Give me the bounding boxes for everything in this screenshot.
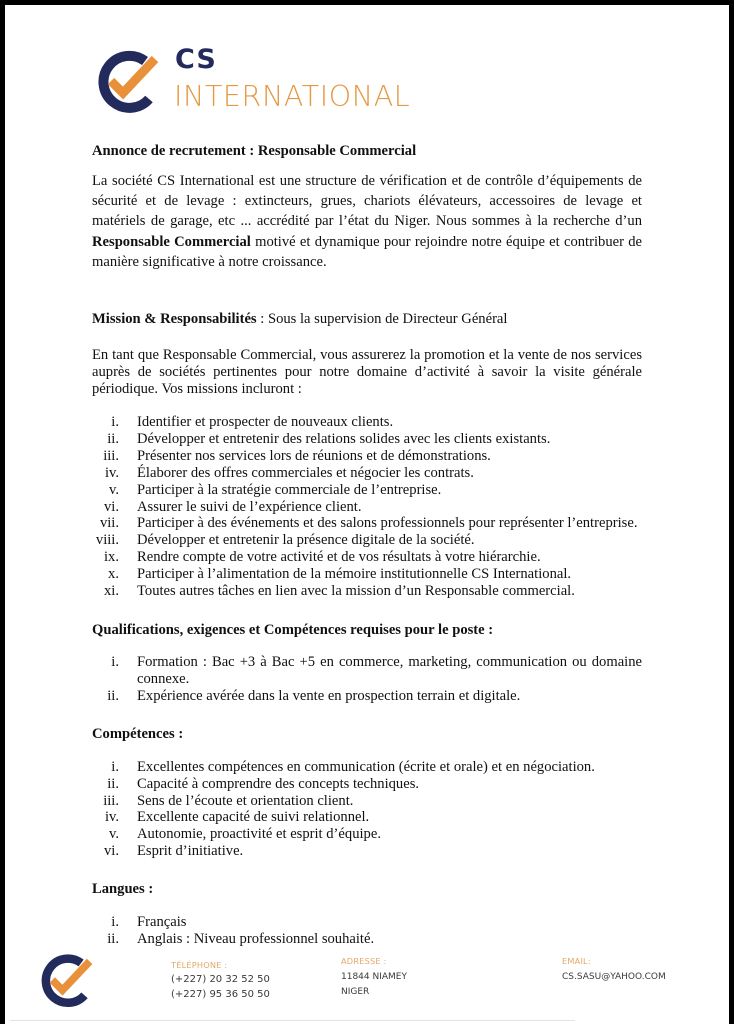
address-label: ADRESSE :	[341, 956, 387, 966]
list-text: Élaborer des offres commerciales et négocier les contrats.	[137, 464, 474, 481]
list-item	[92, 688, 642, 705]
list-number: i.	[111, 914, 119, 931]
list-text: Formation : Bac +3 à Bac +5 en commerce, marketing, communication ou domaine connexe.	[137, 653, 642, 687]
langues-list	[92, 914, 642, 948]
list-text: Français	[137, 914, 187, 931]
list-number: i.	[111, 653, 119, 670]
phone-1: (+227) 20 32 52 50	[171, 974, 270, 985]
list-item	[92, 414, 642, 431]
qualifications-list	[92, 654, 642, 705]
list-text: Participer à des événements et des salons professionnels pour représenter l’entreprise.	[137, 515, 638, 532]
mission-list	[92, 414, 642, 600]
list-text: Esprit d’initiative.	[137, 843, 244, 860]
intro-bold-role: Responsable Commercial	[92, 233, 251, 250]
intro-text-2: motivé et dynamique pour rejoindre notre équipe et contribuer de manière significative à notre croissance.	[92, 233, 642, 270]
list-item	[92, 482, 642, 499]
list-item	[92, 809, 642, 826]
list-number: iv.	[104, 809, 119, 826]
email-value: CS.SASU@YAHOO.COM	[562, 972, 666, 982]
address-line-1: 11844 NIAMEY	[341, 972, 407, 982]
email-label: EMAIL:	[562, 956, 591, 966]
list-item	[92, 549, 642, 566]
list-number: vii.	[99, 515, 119, 532]
list-text: Excellentes compétences en communication (écrite et orale) et en négociation.	[137, 758, 595, 775]
list-number: v.	[109, 481, 119, 498]
list-text: Rendre compte de votre activité et de vos résultats à votre hiérarchie.	[137, 549, 541, 566]
list-item	[92, 566, 642, 583]
brand-short: CS	[175, 44, 217, 75]
brand-long: INTERNATIONAL	[174, 80, 411, 113]
competences-heading: Compétences :	[92, 725, 184, 742]
list-text: Développer et entretenir la présence digitale de la société.	[137, 532, 475, 549]
list-item	[92, 431, 642, 448]
list-item	[92, 499, 642, 516]
cs-checkmark-logo-icon	[93, 47, 159, 115]
list-text: Identifier et prospecter de nouveaux clients.	[137, 414, 394, 431]
competences-list	[92, 759, 642, 860]
list-number: viii.	[95, 532, 119, 549]
langues-heading: Langues :	[92, 881, 154, 898]
intro-text-1: La société CS International est une structure de vérification et de contrôle d’équipements de sécurité et de levage : extincteurs, grues, chariots élévateurs, accessoires de levage et matériels de garage, etc ... accrédité par l’état du Niger. Nous sommes à la recherche d’un	[92, 173, 642, 230]
list-item	[92, 914, 642, 931]
list-item	[92, 532, 642, 549]
mission-heading-bold: Mission & Responsabilités	[92, 311, 257, 328]
list-number: i.	[111, 414, 119, 431]
list-text: Présenter nos services lors de réunions et de démonstrations.	[137, 447, 491, 464]
qualifications-heading: Qualifications, exigences et Compétences requises pour le poste :	[92, 621, 494, 638]
list-text: Anglais : Niveau professionnel souhaité.	[137, 931, 375, 948]
list-number: iii.	[103, 447, 119, 464]
list-text: Participer à la stratégie commerciale de l’entreprise.	[137, 481, 442, 498]
list-text: Participer à l’alimentation de la mémoire institutionnelle CS International.	[137, 566, 572, 583]
announcement-title: Annonce de recrutement : Responsable Commercial	[92, 143, 417, 159]
list-text: Excellente capacité de suivi relationnel.	[137, 809, 370, 826]
list-number: v.	[109, 826, 119, 843]
list-item	[92, 843, 642, 860]
list-number: vi.	[104, 843, 119, 860]
list-text: Assurer le suivi de l’expérience client.	[137, 498, 362, 515]
list-item	[92, 826, 642, 843]
list-text: Autonomie, proactivité et esprit d’équipe.	[137, 826, 381, 843]
announcement-body	[92, 141, 642, 948]
phone-label: TÉLÉPHONE :	[171, 960, 228, 970]
list-number: iii.	[103, 792, 119, 809]
intro-paragraph	[92, 171, 642, 272]
footer-logo-icon	[37, 951, 93, 1009]
list-text: Capacité à comprendre des concepts techniques.	[137, 775, 420, 792]
list-text: Développer et entretenir des relations solides avec les clients existants.	[137, 430, 551, 447]
footer-divider	[10, 1020, 575, 1021]
list-item	[92, 448, 642, 465]
list-item	[92, 515, 642, 532]
list-item	[92, 931, 642, 948]
list-number: ii.	[107, 775, 119, 792]
list-item	[92, 465, 642, 482]
mission-description: En tant que Responsable Commercial, vous assurerez la promotion et la vente de nos services auprès de sociétés pertinentes pour notre domaine d’activité à savoir la visite générale périodique. Vos missions incluront :	[92, 347, 642, 398]
phone-2: (+227) 95 36 50 50	[171, 989, 270, 1000]
list-text: Expérience avérée dans la vente en prospection terrain et digitale.	[137, 687, 521, 704]
list-number: i.	[111, 758, 119, 775]
list-number: iv.	[104, 464, 119, 481]
list-number: vi.	[104, 498, 119, 515]
list-text: Toutes autres tâches en lien avec la mission d’un Responsable commercial.	[137, 583, 575, 600]
list-number: ix.	[104, 549, 119, 566]
mission-heading	[92, 309, 642, 329]
address-line-2: NIGER	[341, 987, 370, 997]
list-number: ii.	[107, 687, 119, 704]
document-page	[5, 5, 729, 1024]
list-item	[92, 759, 642, 776]
list-text: Sens de l’écoute et orientation client.	[137, 792, 354, 809]
list-number: ii.	[107, 931, 119, 948]
list-number: ii.	[107, 430, 119, 447]
list-item	[92, 654, 642, 688]
list-number: xi.	[104, 583, 119, 600]
list-number: x.	[108, 566, 119, 583]
list-item	[92, 776, 642, 793]
mission-heading-rest: : Sous la supervision de Directeur Général	[256, 311, 508, 328]
list-item	[92, 793, 642, 810]
list-item	[92, 583, 642, 600]
